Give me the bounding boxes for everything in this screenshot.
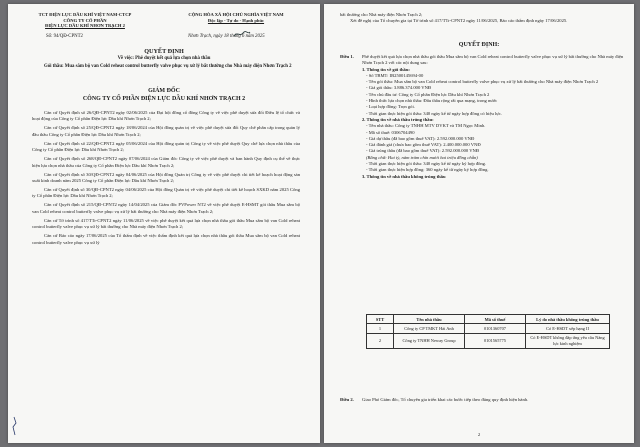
legal-basis-paragraph: Căn cứ Quyết định số 268/QĐ-CPNT2 ngày 07/06/2024 của Giám đốc Công ty về việc phê duyệt và ban hành Quy định cụ thể về thực hiện lựa chọn nhà thầu của Công ty Cổ phần Điện lực Dầu khí Nhơn Trạch 2; bbox=[32, 156, 300, 168]
package-info-item: - Giá gói thầu: 3.886.374.000 VNĐ bbox=[366, 85, 624, 91]
document-number: Số: 94/QĐ-CPNT2 bbox=[46, 34, 83, 39]
section-1-heading: 1. Thông tin về gói thầu: bbox=[362, 66, 410, 72]
article-1 bbox=[340, 54, 624, 180]
cell-tax-code: 0101565775 bbox=[465, 333, 526, 348]
package-info-item: - Tên gói thầu: Mua sắm bộ van Cold reheat control butterfly valve phục vụ xử lý bất thường cho Nhà máy điện Nhơn Trạch 2 bbox=[366, 79, 624, 85]
package-info-item: - Số TBMT: IB2500145694-00 bbox=[366, 73, 624, 79]
continuation-text: bất thường cho Nhà máy điện Nhơn Trạch 2; bbox=[340, 12, 423, 17]
cell-stt: 1 bbox=[367, 324, 394, 333]
national-title: CỘNG HÒA XÃ HỘI CHỦ NGHĨA VIỆT NAM bbox=[188, 12, 284, 17]
winner-info-item: - Thời gian thực hiện gói thầu: 340 ngày kể từ ngày ký hợp đồng. bbox=[366, 161, 624, 167]
column-header-bidder: Tên nhà thầu bbox=[394, 315, 465, 324]
page-number: 2 bbox=[477, 432, 481, 437]
decision-subject: Về việc: Phê duyệt kết quả lựa chọn nhà thầu bbox=[117, 56, 211, 61]
section-3-heading: 3. Thông tin về nhà thầu không trúng thầu bbox=[362, 173, 446, 179]
winner-info-item: - Mã số thuế: 0306704490 bbox=[366, 130, 624, 136]
legal-basis-paragraph: Căn cứ Quyết định số 26/QĐ-CPNT2 ngày 02/06/2025 của Đại hội đồng cổ đông Công ty về việc phê duyệt sửa đổi Điều lệ tổ chức và hoạt động của Công ty Cổ phần Điện lực Dầu khí Nhơn Trạch 2; bbox=[32, 110, 300, 122]
legal-basis-paragraph: Căn cứ Quyết định số 25/QĐ-CPNT2 ngày 18/06/2024 của Hội đồng quản trị về việc phê duyệt sửa đổi Quy chế phân cấp trong quản lý đầu thầu Công ty Cổ phần Điện lực Dầu khí Nhơn Trạch 2; bbox=[32, 125, 300, 137]
cell-reason: Có E-HSDT không đáp ứng yêu cầu Năng lực kinh nghiệm bbox=[526, 333, 610, 348]
table-header-row bbox=[367, 315, 610, 324]
authority-company: CÔNG TY CỔ PHẦN ĐIỆN LỰC DẦU KHÍ NHƠN TRẠCH 2 bbox=[82, 96, 246, 102]
article-2 bbox=[340, 397, 624, 403]
article-1-label: Điều 1. bbox=[340, 54, 354, 59]
cell-reason: Có E-HSDT xếp hạng II bbox=[526, 324, 610, 333]
document-page-2 bbox=[324, 4, 634, 443]
package-info-item: - Thời gian thực hiện gói thầu: 340 ngày kể từ ngày hợp đồng có hiệu lực. bbox=[366, 111, 624, 117]
unsuccessful-bidders-table bbox=[366, 314, 610, 349]
issuer-line-1: TCT ĐIỆN LỰC DẦU KHÍ VIỆT NAM-CTCP bbox=[38, 12, 132, 17]
column-header-stt: STT bbox=[367, 315, 394, 324]
legal-basis-paragraph: Căn cứ Báo cáo ngày 17/06/2025 của Tổ thẩm định về việc thẩm định kết quả lựa chọn nhà thầu gói thầu Mua sắm bộ van Cold reheat control butterfly valve phục vụ xử lý bbox=[32, 233, 300, 245]
legal-basis-paragraph: Căn cứ Quyết định số 22/QĐ-CPNT2 ngày 05/06/2024 của Hội đồng quản trị Công ty về việc phê duyệt Quy chế lựa chọn nhà thầu của Công ty Cổ phần Điện lực Dầu khí Nhơn Trạch 2; bbox=[32, 140, 300, 153]
legal-basis-paragraph: Căn cứ Quyết định số 30/QĐ-CPNT2 ngày 04/06/2025 của Hội đồng Quản trị Công ty về việc phê duyệt chi tiết kế hoạch hoạt động sản xuất kinh doanh năm 2025 Công ty Cổ phần Điện lực Dầu khí Nhơn Trạch 2; bbox=[32, 171, 300, 184]
legal-basis-paragraph: Căn cứ Tờ trình số 417/TTr-CPNT2 ngày 11/06/2025 về việc phê duyệt kết quả lựa chọn nhà thầu gói thầu Mua sắm bộ van Cold reheat control butterfly valve phục vụ xử lý bất thường cho Nhà máy điện Nhơn Trạch 2; bbox=[32, 217, 300, 230]
cell-tax-code: 0101360707 bbox=[465, 324, 526, 333]
cell-bidder: Công ty CP TMKT Hải Anh bbox=[394, 324, 465, 333]
consideration-text: Xét đề nghị của Tổ chuyên gia tại Tờ trình số 417/TTr-CPNT2 ngày 11/06/2025, Báo cáo thẩm định ngày 17/06/2025. bbox=[350, 18, 568, 24]
table-row bbox=[367, 333, 610, 348]
package-info-item: - Hình thức lựa chọn nhà thầu: Đấu thầu rộng rãi qua mạng, trong nước bbox=[366, 98, 624, 104]
table-row bbox=[367, 324, 610, 333]
decision-title: QUYẾT ĐỊNH bbox=[144, 48, 184, 55]
document-page-1 bbox=[8, 4, 320, 443]
cell-stt: 2 bbox=[367, 333, 394, 348]
legal-basis-list bbox=[32, 110, 300, 249]
issuer-line-3: ĐIỆN LỰC DẦU KHÍ NHƠN TRẠCH 2 bbox=[45, 23, 125, 29]
winner-info-item: - Thời gian thực hiện hợp đồng: 360 ngày kể từ ngày ký hợp đồng. bbox=[366, 167, 624, 173]
package-name: Gói thầu: Mua sắm bộ van Cold reheat control butterfly valve phục vụ xử lý bất thường cho Nhà máy điện Nhơn Trạch 2 bbox=[44, 64, 292, 69]
place-date: Nhơn Trạch, ngày 18 tháng 6 năm 2025 bbox=[188, 34, 265, 39]
handwritten-initial-icon bbox=[232, 30, 252, 38]
column-header-reason: Lý do nhà thầu không trúng thầu bbox=[526, 315, 610, 324]
national-motto: Độc lập - Tự do - Hạnh phúc bbox=[207, 17, 265, 23]
legal-basis-paragraph: Căn cứ Quyết định số 30/QĐ-CPNT2 ngày 04/06/2025 của Hội đồng Quản trị về việc phê duyệt chi tiết kế hoạch SXKD năm 2025 Công ty Cổ phần Điện lực Dầu khí Nhơn Trạch 2; bbox=[32, 187, 300, 199]
national-header bbox=[166, 12, 306, 23]
winner-info-item: - Tên nhà thầu: Công ty TNHH MTV DVKT và TM Ngọc Minh. bbox=[366, 123, 624, 129]
column-header-tax-code: Mã số thuế bbox=[465, 315, 526, 324]
section-2-heading: 2. Thông tin về nhà thầu trúng thầu: bbox=[362, 116, 434, 122]
legal-basis-paragraph: Căn cứ Quyết định số 215/QĐ-CPNT2 ngày 14/04/2025 của Giám đốc PVPower NT2 về việc phê duyệt E-HSMT gói thầu Mua sắm bộ van Cold reheat control butterfly valve phục vụ xử lý bất thường cho Nhà máy điện Nhơn Trạch 2; bbox=[32, 202, 300, 214]
decision-heading: QUYẾT ĐỊNH: bbox=[458, 42, 500, 48]
article-2-label: Điều 2. bbox=[340, 397, 354, 402]
amount-in-words: (Bằng chữ: Hai tỷ, năm trăm chín mươi hai triệu đồng chẵn) bbox=[366, 154, 478, 160]
winner-info-item: - Giá trúng thầu (đã bao gồm thuế VAT): 2.592.000.000 VNĐ bbox=[366, 148, 624, 154]
issuer-header bbox=[20, 12, 150, 29]
issuer-line-2: CÔNG TY CỔ PHẦN bbox=[63, 17, 107, 23]
article-1-text: Phê duyệt kết quả lựa chọn nhà thầu gói thầu Mua sắm bộ van Cold reheat control butterfly valve phục vụ xử lý bất thường cho Nhà máy điện Nhơn Trạch 2 với các nội dung sau: bbox=[362, 54, 624, 66]
article-2-text: Giao Phó Giám đốc, Tổ chuyên gia triển khai các bước tiếp theo đúng quy định hiện hành. bbox=[362, 397, 529, 402]
package-info-item: - Loại hợp đồng: Trọn gói. bbox=[366, 104, 624, 110]
margin-handwriting-icon bbox=[10, 415, 20, 437]
winner-info-item: - Giá đánh giá (chưa bao gồm thuế VAT): 2.400.000.000 VNĐ bbox=[366, 142, 624, 148]
authority-title: GIÁM ĐỐC bbox=[148, 88, 180, 94]
continuation-block bbox=[340, 12, 620, 26]
package-info-item: - Tên chủ đầu tư: Công ty Cổ phần Điện lực Dầu khí Nhơn Trạch 2 bbox=[366, 92, 624, 98]
winner-info-item: - Giá dự thầu (đã bao gồm thuế VAT): 2.592.000.000 VNĐ bbox=[366, 136, 624, 142]
cell-bidder: Công ty TNHH Neway Group bbox=[394, 333, 465, 348]
